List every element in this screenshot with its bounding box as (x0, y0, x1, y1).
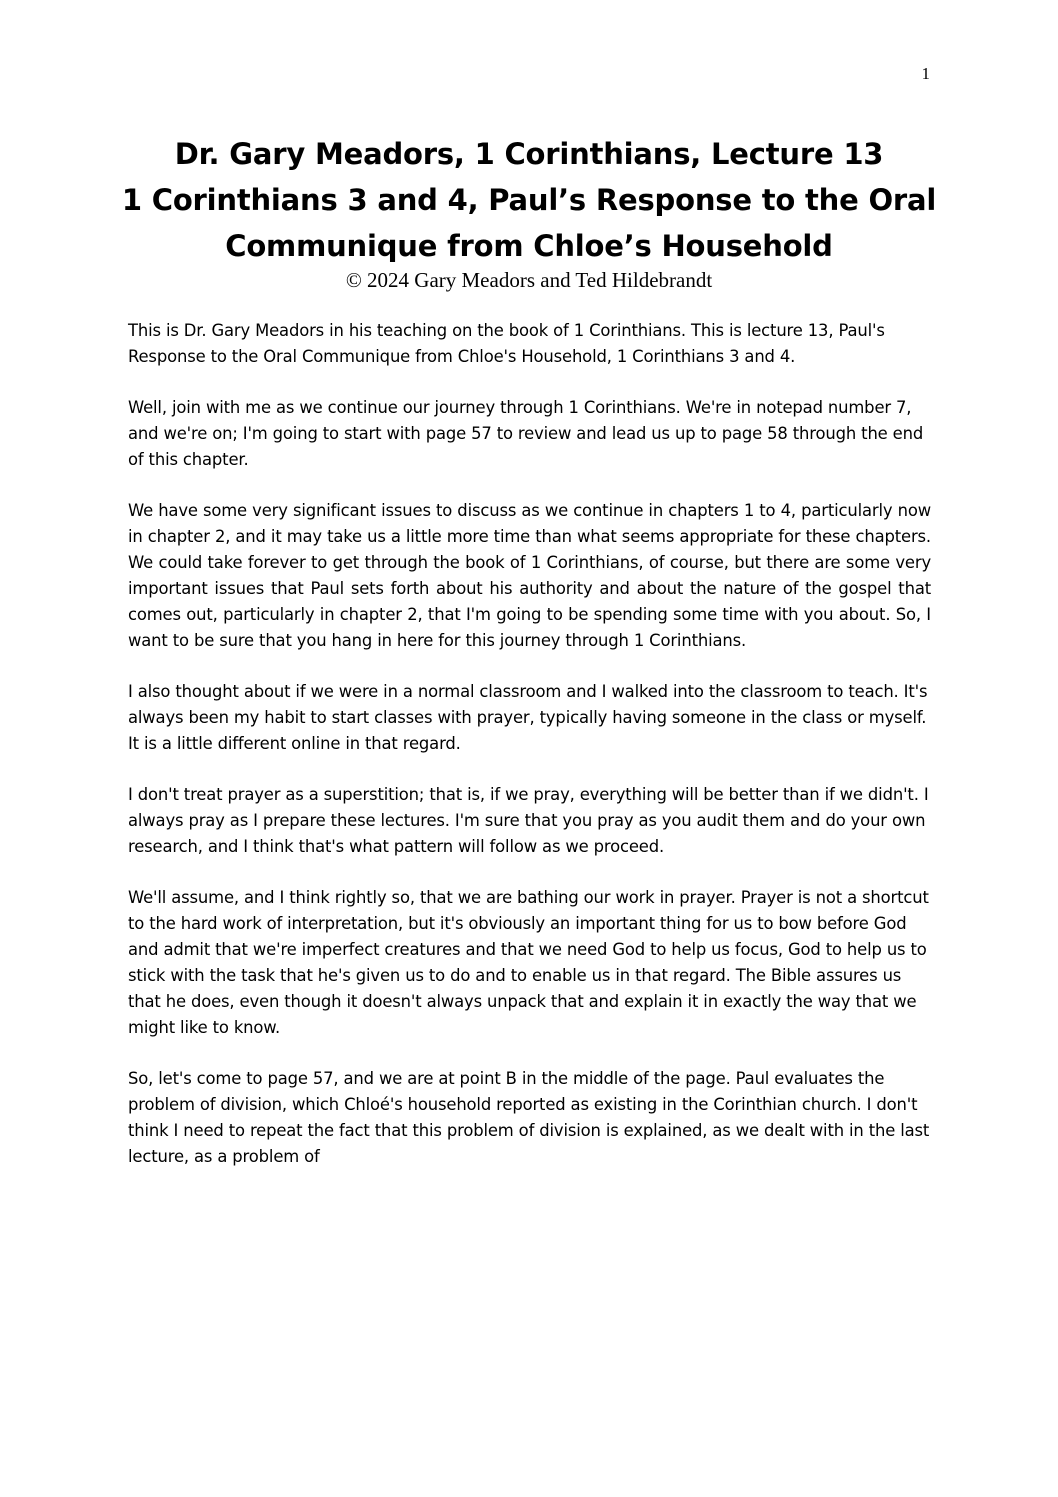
paragraph: So, let's come to page 57, and we are at point B in the middle of the page. Paul evaluates the problem of division, which Chloé's household reported as existing in the Corinthian church. I don't think I need to repeat the fact that this problem of division is explained, as we dealt with in the last lecture, as a problem of (128, 1069, 930, 1166)
paragraph: We have some very significant issues to discuss as we continue in chapters 1 to 4, particularly now in chapter 2, and it may take us a little more time than what seems appropriate for these chapters. We could take forever to get through the book of 1 Corinthians, of course, but there are some very important issues that Paul sets forth about his authority and about the nature of the gospel that comes out, particularly in chapter 2, that I'm going to be spending some time with you about. So, I want to be sure that you hang in here for this journey through 1 Corinthians. (128, 501, 931, 650)
paragraph: Well, join with me as we continue our journey through 1 Corinthians. We're in notepad number 7, and we're on; I'm going to start with page 57 to review and lead us up to page 58 through the end of this chapter. (128, 398, 924, 469)
title-line-2: 1 Corinthians 3 and 4, Paul’s Response to the Oral (121, 183, 937, 217)
page-number: 1 (921, 64, 930, 83)
copyright-notice: © 2024 Gary Meadors and Ted Hildebrandt (345, 268, 713, 292)
paragraph: This is Dr. Gary Meadors in his teaching on the book of 1 Corinthians. This is lecture 13, Paul's Response to the Oral Communique from Chloe's Household, 1 Corinthians 3 and 4. (128, 321, 885, 366)
paragraph: I also thought about if we were in a normal classroom and I walked into the classroom to teach. It's always been my habit to start classes with prayer, typically having someone in the class or myself. It is a little different online in that regard. (128, 682, 928, 753)
title-line-1: Dr. Gary Meadors, 1 Corinthians, Lecture 13 (174, 137, 884, 171)
document-header (100, 131, 958, 293)
document-body (128, 318, 931, 1195)
paragraph: I don't treat prayer as a superstition; that is, if we pray, everything will be better than if we didn't. I always pray as I prepare these lectures. I'm sure that you pray as you audit them and do your own research, and I think that's what pattern will follow as we proceed. (128, 785, 929, 856)
title-line-3: Communique from Chloe’s Household (225, 229, 833, 263)
paragraph: We'll assume, and I think rightly so, that we are bathing our work in prayer. Prayer is not a shortcut to the hard work of interpretation, but it's obviously an important thing for us to bow before God and admit that we're imperfect creatures and that we need God to help us focus, God to help us to stick with the task that he's given us to do and to enable us in that regard. The Bible assures us that he does, even though it doesn't always unpack that and explain it in exactly the way that we might like to know. (128, 888, 929, 1037)
